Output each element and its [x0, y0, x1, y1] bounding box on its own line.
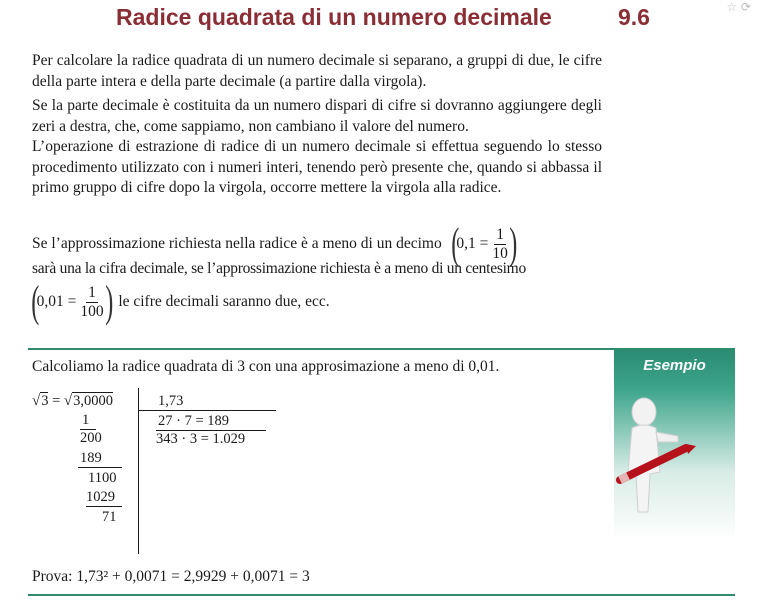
paragraph-6-text: le cifre decimali saranno due, ecc.: [118, 293, 330, 310]
right-paren-icon: ): [104, 277, 114, 326]
calc-underline: [86, 506, 122, 507]
calc-underline: [78, 467, 122, 468]
paragraph-3: L’operazione di estrazione di radice di un numero decimale si effettua seguendo lo stesso procedimento utilizzato con i numeri interi, tenendo però presente che, quando si abbassa il primo gruppo di cifre dopo la virgola, occorre mettere la virgola alla radice.: [32, 138, 602, 196]
calc-row-1: 1: [82, 412, 90, 428]
left-paren-icon: (: [31, 277, 40, 326]
decimo-value: 0,1 =: [456, 235, 489, 252]
example-label: Esempio: [643, 357, 706, 374]
rhs-radicand: 3,0000: [73, 393, 114, 409]
fraction-one-hundredth: [78, 284, 105, 321]
calc-row-3: 189: [80, 450, 102, 466]
proof-label: Prova:: [32, 568, 73, 585]
paragraph-5-text: sarà una la cifra decimale, se l’approssimazione richiesta è a meno di un centesimo: [32, 260, 526, 277]
calc-result: 1,73: [158, 393, 184, 409]
lhs-radicand: 3: [41, 393, 49, 409]
right-paren-icon: ): [509, 219, 518, 268]
centesimo-value: 0,01 =: [36, 293, 77, 310]
example-statement: Calcoliamo la radice quadrata di 3 con una approsimazione a meno di 0,01.: [32, 358, 500, 375]
equals-sign: =: [52, 393, 61, 409]
paragraph-5: [32, 260, 602, 278]
calc-row-6: 71: [102, 509, 117, 525]
result-underline: [138, 410, 276, 411]
paragraph-4-text: Se l’approssimazione richiesta nella radice è a meno di un decimo: [32, 235, 442, 252]
figure-with-pencil-icon: [614, 392, 735, 542]
proof-equation: 1,73² + 0,0071 = 2,9929 + 0,0071 = 3: [76, 568, 310, 585]
fraction-denominator: 100: [80, 302, 104, 320]
paragraph-6: [31, 277, 602, 326]
proof-line: [32, 568, 310, 586]
example-sidebar: [614, 350, 735, 594]
division-vertical-line: [138, 388, 139, 554]
left-paren-icon: (: [451, 219, 460, 268]
paragraph-2: Se la parte decimale è costituita da un numero dispari di cifre si dovranno aggiungere degli zeri a destra, che, come sappiamo, non cambiano il valore del numero.: [32, 97, 602, 135]
sqrt-icon: √: [32, 393, 41, 409]
page-title: [116, 4, 676, 38]
sqrt-icon: √: [63, 393, 73, 409]
fraction-numerator: 1: [88, 283, 96, 301]
bookmark-icon[interactable]: ☆ ⟳: [726, 0, 751, 14]
calc-row-5: 1029: [86, 489, 115, 505]
radical-expression: [32, 392, 113, 410]
title-text: Radice quadrata di un numero decimale: [116, 4, 552, 30]
calc-row-4: 1100: [88, 470, 117, 486]
calc-step-1: 27 · 7 = 189: [158, 413, 230, 429]
calc-step-2: 343 · 3 = 1.029: [156, 431, 246, 447]
section-number: 9.6: [618, 4, 650, 30]
fraction-denominator: 10: [492, 244, 508, 262]
fraction-numerator: 1: [496, 225, 505, 243]
fraction-one-tenth: [490, 226, 510, 263]
paragraph-1: Per calcolare la radice quadrata di un numero decimale si separano, a gruppi di due, le cifre della parte intera e della parte decimale (a partire dalla virgola).: [32, 52, 602, 90]
calc-row-2: 200: [80, 430, 102, 446]
example-bottom-divider: [28, 594, 735, 596]
